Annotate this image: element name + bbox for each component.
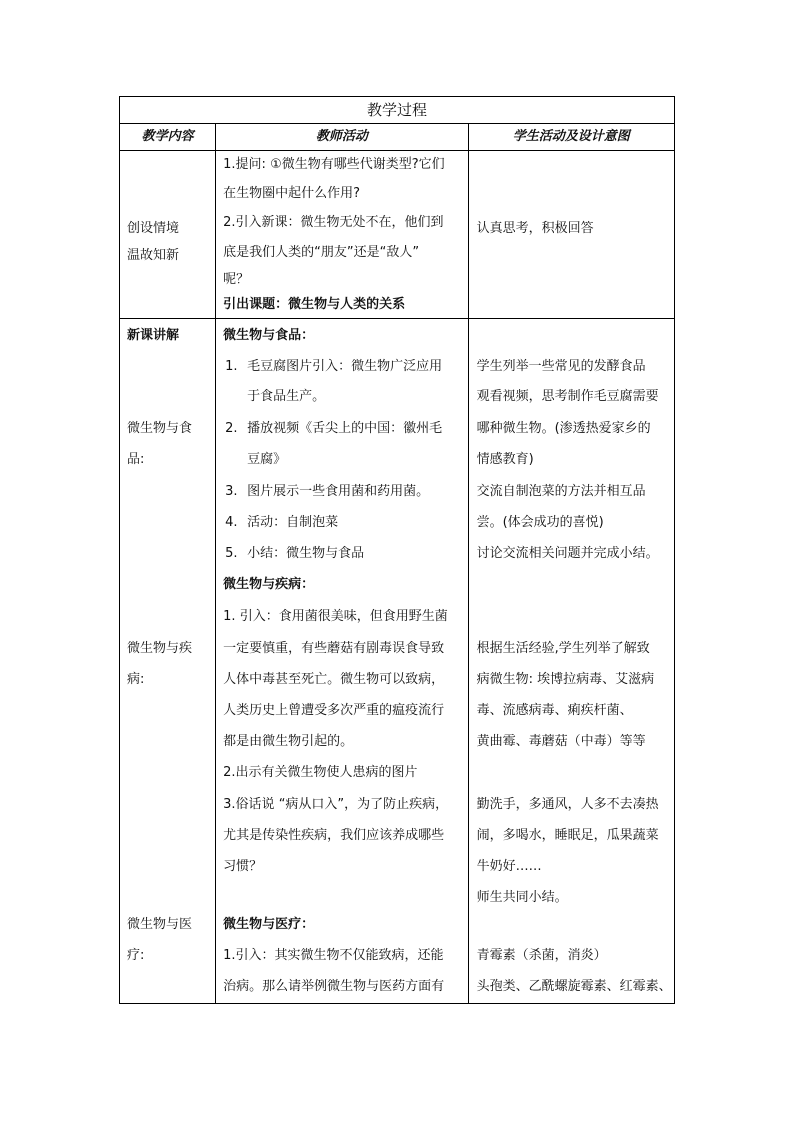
table-header-row xyxy=(120,124,675,151)
food-item-line: 小结：微生物与食品 xyxy=(247,546,365,561)
food-item-line: 于食品生产。 xyxy=(247,389,326,404)
disease-line: 2.出示有关微生物使人患病的图片 xyxy=(223,765,418,780)
food-item-line: 播放视频《舌尖上的中国：徽州毛 xyxy=(247,421,443,436)
student-medical-line: 青霉素（杀菌，消炎） xyxy=(476,948,607,963)
student-disease-line: 根据生活经验,学生列举了解致 xyxy=(476,641,650,656)
content-medical-line1: 微生物与医 xyxy=(127,917,193,932)
student-food-line: 交流自制泡菜的方法并相互品 xyxy=(476,484,646,499)
student-food-line: 讨论交流相关问题并完成小结。 xyxy=(476,546,659,561)
lesson-process-table xyxy=(119,96,675,1004)
table-title: 教学过程 xyxy=(120,97,675,124)
food-item-line: 图片展示一些食用菌和药用菌。 xyxy=(247,484,430,499)
content-intro-line1: 创设情境 xyxy=(127,221,180,236)
content-disease-line1: 微生物与疾 xyxy=(127,641,193,656)
teacher-intro-line: 1.提问: ①微生物有哪些代谢类型?它们 xyxy=(223,157,445,172)
student-cell-main xyxy=(468,319,674,1004)
content-cell-main xyxy=(120,319,216,1004)
disease-line: 都是由微生物引起的。 xyxy=(223,734,354,749)
student-habit-line: 牛奶好…… xyxy=(476,859,542,874)
teacher-intro-line: 2.引入新课：微生物无处不在，他们到 xyxy=(223,215,444,230)
student-food-line: 观看视频，思考制作毛豆腐需要 xyxy=(476,389,659,404)
student-food-line: 哪种微生物。(渗透热爱家乡的 xyxy=(476,421,651,436)
food-item-number: 3. xyxy=(225,484,238,499)
disease-section-title: 微生物与疾病： xyxy=(223,577,315,592)
food-item-number: 1. xyxy=(225,359,238,374)
content-medical-line2: 疗: xyxy=(127,948,145,963)
header-teacher-activity: 教师活动 xyxy=(216,124,468,151)
teacher-intro-line: 呢？ xyxy=(223,272,250,287)
student-medical-line: 头孢类、乙酰螺旋霉素、红霉素、 xyxy=(476,979,672,994)
student-food-line: 情感教育) xyxy=(476,452,534,467)
student-intro-line: 认真思考，积极回答 xyxy=(476,221,594,236)
content-food-line1: 微生物与食 xyxy=(127,421,193,436)
student-cell-intro xyxy=(468,151,674,319)
content-cell-intro xyxy=(120,151,216,319)
teacher-cell-main xyxy=(216,319,468,1004)
student-disease-line: 毒、流感病毒、痢疾杆菌、 xyxy=(476,703,633,718)
student-habit-line: 闹，多喝水，睡眠足，瓜果蔬菜 xyxy=(476,828,659,843)
content-food-line2: 品: xyxy=(127,452,145,467)
header-content: 教学内容 xyxy=(120,124,216,151)
disease-line: 尤其是传染性疾病，我们应该养成哪些 xyxy=(223,828,445,843)
disease-line: 3.俗话说 “病从口入”，为了防止疾病， xyxy=(223,797,449,812)
food-item-number: 2. xyxy=(225,421,238,436)
student-habit-line: 勤洗手，多通风，人多不去凑热 xyxy=(476,797,659,812)
disease-line: 一定要慎重，有些蘑菇有剧毒误食导致 xyxy=(223,641,445,656)
disease-line: 习惯？ xyxy=(223,859,263,874)
food-item-line: 毛豆腐图片引入：微生物广泛应用 xyxy=(247,359,443,374)
food-item-number: 4. xyxy=(225,515,238,530)
medical-line: 治病。那么请举例微生物与医药方面有 xyxy=(223,979,445,994)
table-title-row xyxy=(120,97,675,124)
teacher-intro-line: 在生物圈中起什么作用? xyxy=(223,186,361,201)
disease-line: 人体中毒甚至死亡。微生物可以致病， xyxy=(223,672,445,687)
medical-section-title: 微生物与医疗： xyxy=(223,917,315,932)
table-row xyxy=(120,319,675,1004)
food-item-line: 豆腐》 xyxy=(247,452,287,467)
lesson-topic: 引出课题：微生物与人类的关系 xyxy=(223,297,406,312)
header-student-activity: 学生活动及设计意图 xyxy=(468,124,674,151)
disease-line: 1. 引入：食用菌很美味，但食用野生菌 xyxy=(223,609,448,624)
table-row xyxy=(120,151,675,319)
content-disease-line2: 病: xyxy=(127,672,145,687)
student-habit-line: 师生共同小结。 xyxy=(476,890,568,905)
food-item-line: 活动：自制泡菜 xyxy=(247,515,339,530)
student-food-line: 学生列举一些常见的发酵食品 xyxy=(476,359,646,374)
teacher-cell-intro xyxy=(216,151,468,319)
teacher-intro-line: 底是我们人类的“朋友”还是“敌人” xyxy=(223,245,420,260)
food-section-title: 微生物与食品： xyxy=(223,328,315,343)
content-intro-line2: 温故知新 xyxy=(127,248,180,263)
content-new-lesson: 新课讲解 xyxy=(127,328,180,343)
student-disease-line: 病微生物: 埃博拉病毒、艾滋病 xyxy=(476,672,655,687)
student-food-line: 尝。(体会成功的喜悦) xyxy=(476,515,604,530)
student-disease-line: 黄曲霉、毒蘑菇（中毒）等等 xyxy=(476,734,646,749)
medical-line: 1.引入：其实微生物不仅能致病，还能 xyxy=(223,948,444,963)
disease-line: 人类历史上曾遭受多次严重的瘟疫流行 xyxy=(223,703,445,718)
food-item-number: 5. xyxy=(225,546,238,561)
